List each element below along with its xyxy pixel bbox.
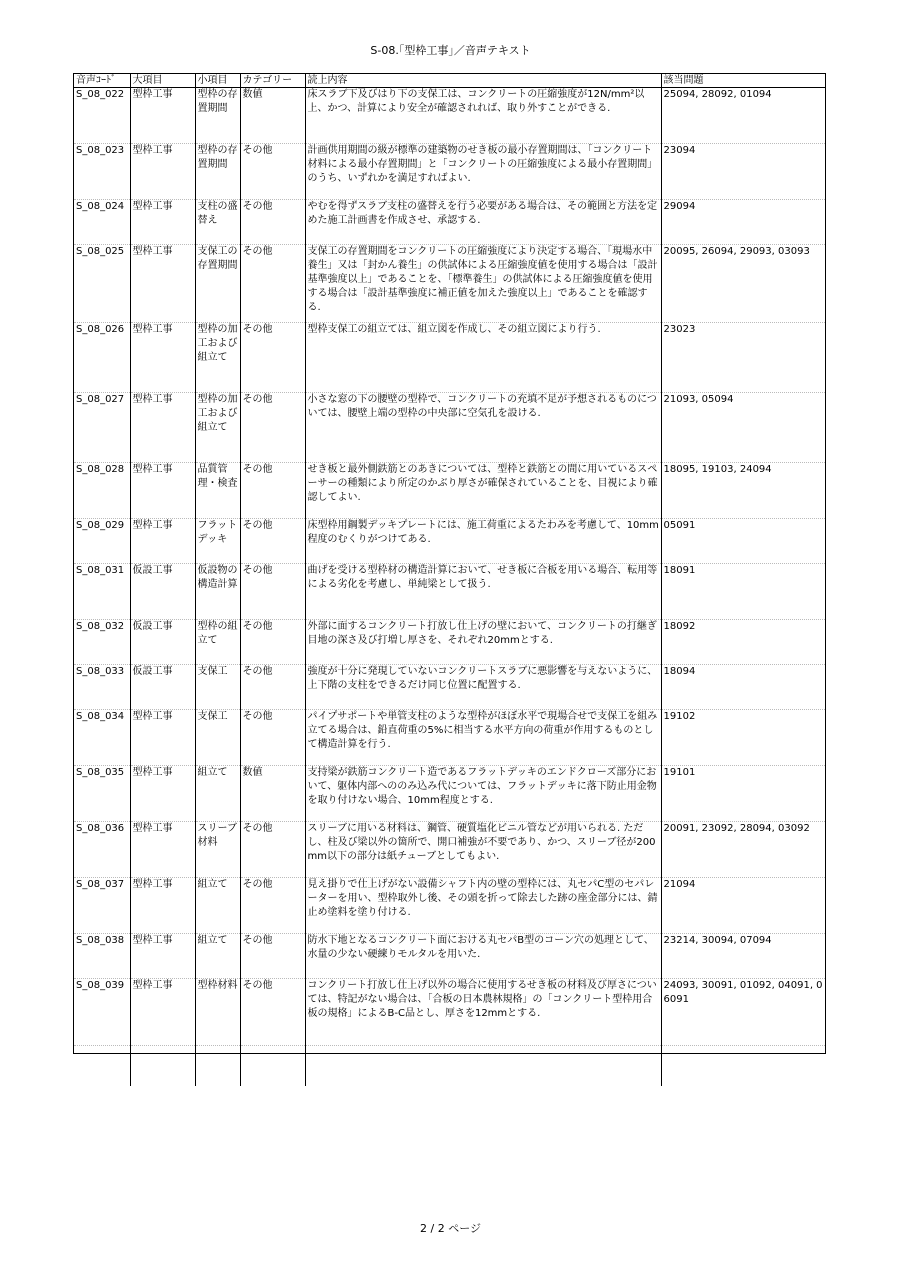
empty-cell (130, 1046, 195, 1086)
minor-item-cell: 仮設物の構造計算 (195, 564, 240, 620)
voice-code-cell: S_08_037 (74, 878, 130, 934)
category-cell: その他 (240, 665, 305, 710)
major-item-cell: 型枠工事 (130, 934, 195, 979)
major-item-cell: 仮設工事 (130, 620, 195, 665)
related-problems-cell: 21093, 05094 (661, 393, 825, 463)
table-row (74, 934, 825, 979)
related-problems-cell: 18095, 19103, 24094 (661, 463, 825, 519)
reading-text-cell: 見え掛りで仕上げがない設備シャフト内の壁の型枠には、丸セパC型のセパレーターを用い、型枠取外し後、その頭を折って除去した跡の座金部分には、錆止め塗料を塗り付ける. (305, 878, 661, 934)
category-cell: 数値 (240, 766, 305, 822)
minor-item-cell: 型枠材料 (195, 979, 240, 1046)
table-row (74, 245, 825, 323)
voice-code-cell: S_08_029 (74, 519, 130, 564)
content-table-frame (73, 73, 826, 1054)
table-row (74, 878, 825, 934)
empty-cell (240, 1046, 305, 1086)
minor-item-cell: 型枠の組立て (195, 620, 240, 665)
table-filler-row (74, 1046, 825, 1086)
table-row (74, 979, 825, 1046)
reading-text-cell: 強度が十分に発現していないコンクリートスラブに悪影響を与えないように、上下階の支柱をできるだけ同じ位置に配置する. (305, 665, 661, 710)
reading-text-cell: やむを得ずスラブ支柱の盛替えを行う必要がある場合は、その範囲と方法を定めた施工計画書を作成させ、承認する. (305, 200, 661, 245)
column-header-problems: 該当問題 (661, 74, 825, 88)
category-cell: その他 (240, 393, 305, 463)
related-problems-cell: 20095, 26094, 29093, 03093 (661, 245, 825, 323)
table-row (74, 393, 825, 463)
page-title: S-08.｢型枠工事｣／音声テキスト (370, 44, 531, 57)
minor-item-cell: 組立て (195, 934, 240, 979)
voice-code-cell: S_08_039 (74, 979, 130, 1046)
voice-code-cell: S_08_022 (74, 88, 130, 144)
minor-item-cell: 組立て (195, 878, 240, 934)
category-cell: 数値 (240, 88, 305, 144)
major-item-cell: 型枠工事 (130, 979, 195, 1046)
reading-text-cell: 外部に面するコンクリート打放し仕上げの壁において、コンクリートの打継ぎ目地の深さ及び打増し厚さを、それぞれ20mmとする. (305, 620, 661, 665)
category-cell: その他 (240, 323, 305, 393)
category-cell: その他 (240, 245, 305, 323)
related-problems-cell: 05091 (661, 519, 825, 564)
category-cell: その他 (240, 200, 305, 245)
major-item-cell: 型枠工事 (130, 822, 195, 878)
major-item-cell: 型枠工事 (130, 88, 195, 144)
column-header-category: カテゴリー (240, 74, 305, 88)
voice-code-cell: S_08_027 (74, 393, 130, 463)
voice-code-cell: S_08_028 (74, 463, 130, 519)
major-item-cell: 型枠工事 (130, 393, 195, 463)
voice-code-cell: S_08_025 (74, 245, 130, 323)
table-row (74, 665, 825, 710)
minor-item-cell: 支保工の存置期間 (195, 245, 240, 323)
minor-item-cell: 型枠の加工および組立て (195, 393, 240, 463)
reading-text-cell: せき板と最外側鉄筋とのあきについては、型枠と鉄筋との間に用いているスペーサーの種類により所定のかぶり厚さが確保されていることを、目視により確認してよい. (305, 463, 661, 519)
category-cell: その他 (240, 710, 305, 766)
related-problems-cell: 19102 (661, 710, 825, 766)
column-header-minor: 小項目 (195, 74, 240, 88)
table-row (74, 88, 825, 144)
major-item-cell: 型枠工事 (130, 200, 195, 245)
voice-code-cell: S_08_024 (74, 200, 130, 245)
minor-item-cell: 支柱の盛替え (195, 200, 240, 245)
voice-code-cell: S_08_038 (74, 934, 130, 979)
voice-code-cell: S_08_036 (74, 822, 130, 878)
voice-code-cell: S_08_031 (74, 564, 130, 620)
empty-cell (74, 1046, 130, 1086)
category-cell: その他 (240, 564, 305, 620)
related-problems-cell: 23094 (661, 144, 825, 200)
column-header-major: 大項目 (130, 74, 195, 88)
major-item-cell: 仮設工事 (130, 564, 195, 620)
table-row (74, 766, 825, 822)
related-problems-cell: 19101 (661, 766, 825, 822)
major-item-cell: 型枠工事 (130, 245, 195, 323)
empty-cell (195, 1046, 240, 1086)
voice-code-cell: S_08_033 (74, 665, 130, 710)
table-row (74, 463, 825, 519)
related-problems-cell: 18094 (661, 665, 825, 710)
major-item-cell: 型枠工事 (130, 519, 195, 564)
table-row (74, 144, 825, 200)
category-cell: その他 (240, 463, 305, 519)
reading-text-cell: 曲げを受ける型枠材の構造計算において、せき板に合板を用いる場合、転用等による劣化を考慮し、単純梁として扱う. (305, 564, 661, 620)
table-row (74, 323, 825, 393)
minor-item-cell: スリーブ材料 (195, 822, 240, 878)
voice-code-cell: S_08_034 (74, 710, 130, 766)
related-problems-cell: 23023 (661, 323, 825, 393)
table-row (74, 710, 825, 766)
voice-code-cell: S_08_026 (74, 323, 130, 393)
page-number: 2 / 2 ページ (420, 1222, 481, 1235)
empty-cell (305, 1046, 661, 1086)
minor-item-cell: フラットデッキ (195, 519, 240, 564)
related-problems-cell: 20091, 23092, 28094, 03092 (661, 822, 825, 878)
related-problems-cell: 18091 (661, 564, 825, 620)
minor-item-cell: 型枠の存置期間 (195, 88, 240, 144)
minor-item-cell: 型枠の加工および組立て (195, 323, 240, 393)
minor-item-cell: 品質管理・検査 (195, 463, 240, 519)
related-problems-cell: 18092 (661, 620, 825, 665)
table-row (74, 200, 825, 245)
content-table (74, 74, 825, 1086)
header-row (74, 74, 825, 88)
reading-text-cell: 防水下地となるコンクリート面における丸セパB型のコーン穴の処理として、水量の少ない硬練りモルタルを用いた. (305, 934, 661, 979)
table-row (74, 620, 825, 665)
major-item-cell: 型枠工事 (130, 710, 195, 766)
major-item-cell: 型枠工事 (130, 144, 195, 200)
major-item-cell: 型枠工事 (130, 766, 195, 822)
reading-text-cell: コンクリート打放し仕上げ以外の場合に使用するせき板の材料及び厚さについては、特記がない場合は、「合板の日本農林規格」の「コンクリート型枠用合板の規格」によるB-C品とし、厚さを12mmとする. (305, 979, 661, 1046)
table-row (74, 519, 825, 564)
category-cell: その他 (240, 620, 305, 665)
related-problems-cell: 25094, 28092, 01094 (661, 88, 825, 144)
reading-text-cell: 床型枠用鋼製デッキプレートには、施工荷重によるたわみを考慮して、10mm程度のむくりがつけてある. (305, 519, 661, 564)
related-problems-cell: 24093, 30091, 01092, 04091, 06091 (661, 979, 825, 1046)
minor-item-cell: 支保工 (195, 710, 240, 766)
minor-item-cell: 組立て (195, 766, 240, 822)
column-header-text: 読上内容 (305, 74, 661, 88)
category-cell: その他 (240, 144, 305, 200)
category-cell: その他 (240, 878, 305, 934)
related-problems-cell: 21094 (661, 878, 825, 934)
minor-item-cell: 型枠の存置期間 (195, 144, 240, 200)
major-item-cell: 型枠工事 (130, 323, 195, 393)
major-item-cell: 型枠工事 (130, 463, 195, 519)
voice-code-cell: S_08_032 (74, 620, 130, 665)
related-problems-cell: 23214, 30094, 07094 (661, 934, 825, 979)
reading-text-cell: 支保工の存置期間をコンクリートの圧縮強度により決定する場合、「現場水中養生」又は「封かん養生」の供試体による圧縮強度値を使用する場合は「設計基準強度以上」であることを、「標準養生」の供試体による圧縮強度値を使用する場合は「設計基準強度に補正値を加えた強度以上」であることを確認する. (305, 245, 661, 323)
category-cell: その他 (240, 979, 305, 1046)
reading-text-cell: 床スラブ下及びはり下の支保工は、コンクリートの圧縮強度が12N/mm²以上、かつ、計算により安全が確認されれば、取り外すことができる. (305, 88, 661, 144)
reading-text-cell: スリーブに用いる材料は、鋼管、硬質塩化ビニル管などが用いられる. ただし、柱及び梁以外の箇所で、開口補強が不要であり、かつ、スリーブ径が200mm以下の部分は紙チューブとしてもよい. (305, 822, 661, 878)
category-cell: その他 (240, 934, 305, 979)
reading-text-cell: パイプサポートや単管支柱のような型枠がほぼ水平で現場合せで支保工を組み立てる場合は、鉛直荷重の5%に相当する水平方向の荷重が作用するものとして構造計算を行う. (305, 710, 661, 766)
major-item-cell: 型枠工事 (130, 878, 195, 934)
empty-cell (661, 1046, 825, 1086)
reading-text-cell: 小さな窓の下の腰壁の型枠で、コンクリートの充填不足が予想されるものについては、腰壁上端の型枠の中央部に空気孔を設ける. (305, 393, 661, 463)
column-header-code: 音声ｺｰﾄﾞ (74, 74, 130, 88)
voice-code-cell: S_08_035 (74, 766, 130, 822)
category-cell: その他 (240, 822, 305, 878)
table-row (74, 822, 825, 878)
voice-code-cell: S_08_023 (74, 144, 130, 200)
related-problems-cell: 29094 (661, 200, 825, 245)
reading-text-cell: 型枠支保工の組立ては、組立図を作成し、その組立図により行う. (305, 323, 661, 393)
minor-item-cell: 支保工 (195, 665, 240, 710)
major-item-cell: 仮設工事 (130, 665, 195, 710)
reading-text-cell: 計画供用期間の級が標準の建築物のせき板の最小存置期間は、「コンクリート材料による最小存置期間」と「コンクリートの圧縮強度による最小存置期間」のうち、いずれかを満足すればよい. (305, 144, 661, 200)
table-row (74, 564, 825, 620)
reading-text-cell: 支持梁が鉄筋コンクリート造であるフラットデッキのエンドクローズ部分において、躯体内部へののみ込み代については、フラットデッキに落下防止用金物を取り付けない場合、10mm程度とする. (305, 766, 661, 822)
category-cell: その他 (240, 519, 305, 564)
